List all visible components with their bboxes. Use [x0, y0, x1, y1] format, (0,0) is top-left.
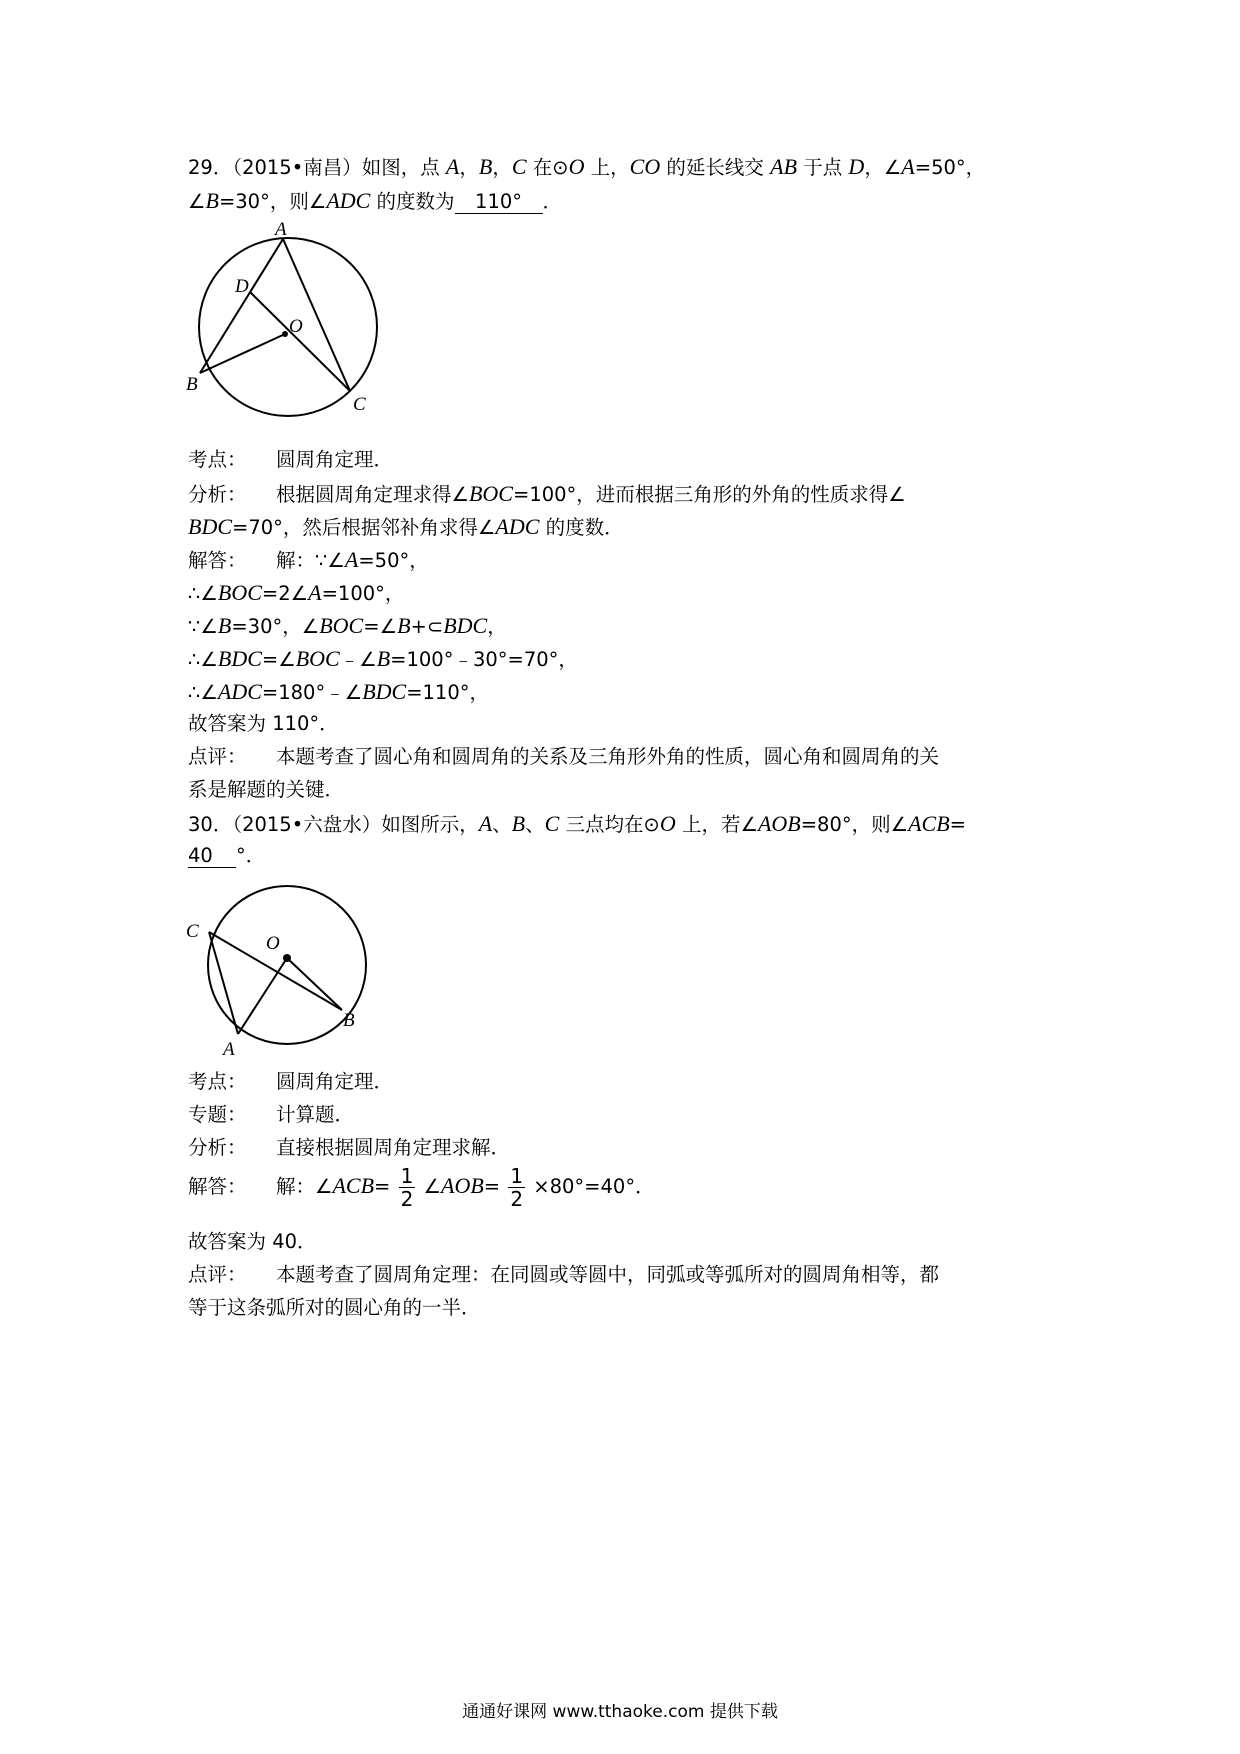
- p29-question-line1: 29．（2015•南昌）如图，点 A，B，C 在⊙O 上，CO 的延长线交 AB 于点 D，∠A=50°，: [188, 154, 986, 179]
- p29-center-point: [282, 331, 288, 337]
- p30-center-point: [283, 954, 291, 962]
- p30-dianping-line1: 点评： 本题考查了圆周角定理：在同圆或等圆中，同弧或等弧所对的圆周角相等，都: [188, 1263, 940, 1286]
- p29-label-D: D: [235, 276, 249, 297]
- p30-answer-blank: 40: [188, 844, 236, 868]
- p30-zhuanti: 专题： 计算题．: [188, 1103, 355, 1126]
- page-footer: 通通好课网 www.tthaoke.com 提供下载: [462, 1702, 778, 1722]
- p29-label-C: C: [353, 394, 366, 415]
- p30-label-C: C: [186, 921, 199, 942]
- p29-label-O: O: [289, 316, 303, 337]
- p29-kaodian: 考点： 圆周角定理．: [188, 448, 394, 471]
- p30-question-line2: 40 °．: [188, 844, 266, 867]
- p29-fenxi-line1: 分析： 根据圆周角定理求得∠BOC=100°，进而根据三角形的外角的性质求得∠: [188, 481, 906, 506]
- p30-fraction-1: $\frac{1}{2}$: [400, 1164, 414, 1211]
- p30-label-O: O: [266, 933, 280, 954]
- p29-jieda-line1: 解答： 解：∵∠A=50°，: [188, 547, 429, 572]
- p30-segment-AO: [238, 958, 287, 1034]
- p29-label-B: B: [186, 374, 198, 395]
- p29-segment-AC: [283, 239, 350, 391]
- p29-dianping-line1: 点评： 本题考查了圆心角和圆周角的关系及三角形外角的性质，圆心角和圆周角的关: [188, 745, 940, 768]
- p30-jieda: 解答： 解：∠ACB= $\frac{1}{2}$ ∠AOB= $\frac{1}{2}$ ×80°=40°．: [188, 1164, 655, 1211]
- p29-jieda-line4: ∴∠BDC=∠BOC﹣∠B=100°﹣30°=70°，: [188, 646, 578, 671]
- p29-dianping-line2: 系是解题的关键．: [188, 778, 345, 801]
- p29-question-line2: ∠B=30°，则∠ADC 的度数为 110° ．: [188, 188, 563, 213]
- p30-kaodian: 考点： 圆周角定理．: [188, 1070, 394, 1093]
- p30-segment-OB: [287, 958, 342, 1010]
- p29-label-A: A: [275, 220, 287, 240]
- p29-jieda-line3: ∵∠B=30°，∠BOC=∠B+⊂BDC，: [188, 613, 507, 638]
- p30-fraction-2: $\frac{1}{2}$: [510, 1164, 524, 1211]
- p29-jieda-line5: ∴∠ADC=180°﹣∠BDC=110°，: [188, 679, 489, 704]
- p29-answer-statement: 故答案为 110°．: [188, 712, 339, 735]
- p30-question-line1: 30．（2015•六盘水）如图所示，A、B、C 三点均在⊙O 上，若∠AOB=80°，则∠ACB=: [188, 811, 967, 836]
- p29-jieda-line2: ∴∠BOC=2∠A=100°，: [188, 580, 405, 605]
- p29-answer-blank: 110°: [455, 190, 543, 214]
- p30-answer-statement: 故答案为 40．: [188, 1230, 317, 1253]
- p30-figure: [180, 880, 380, 1060]
- p30-label-A: A: [223, 1039, 235, 1060]
- p29-fenxi-line2: BDC=70°，然后根据邻补角求得∠ADC 的度数．: [188, 514, 624, 539]
- p30-dianping-line2: 等于这条弧所对的圆心角的一半．: [188, 1296, 481, 1319]
- p30-label-B: B: [343, 1010, 355, 1031]
- p30-fenxi: 分析： 直接根据圆周角定理求解．: [188, 1136, 511, 1159]
- p29-segment-DC: [250, 292, 350, 391]
- p29-figure: [180, 220, 380, 430]
